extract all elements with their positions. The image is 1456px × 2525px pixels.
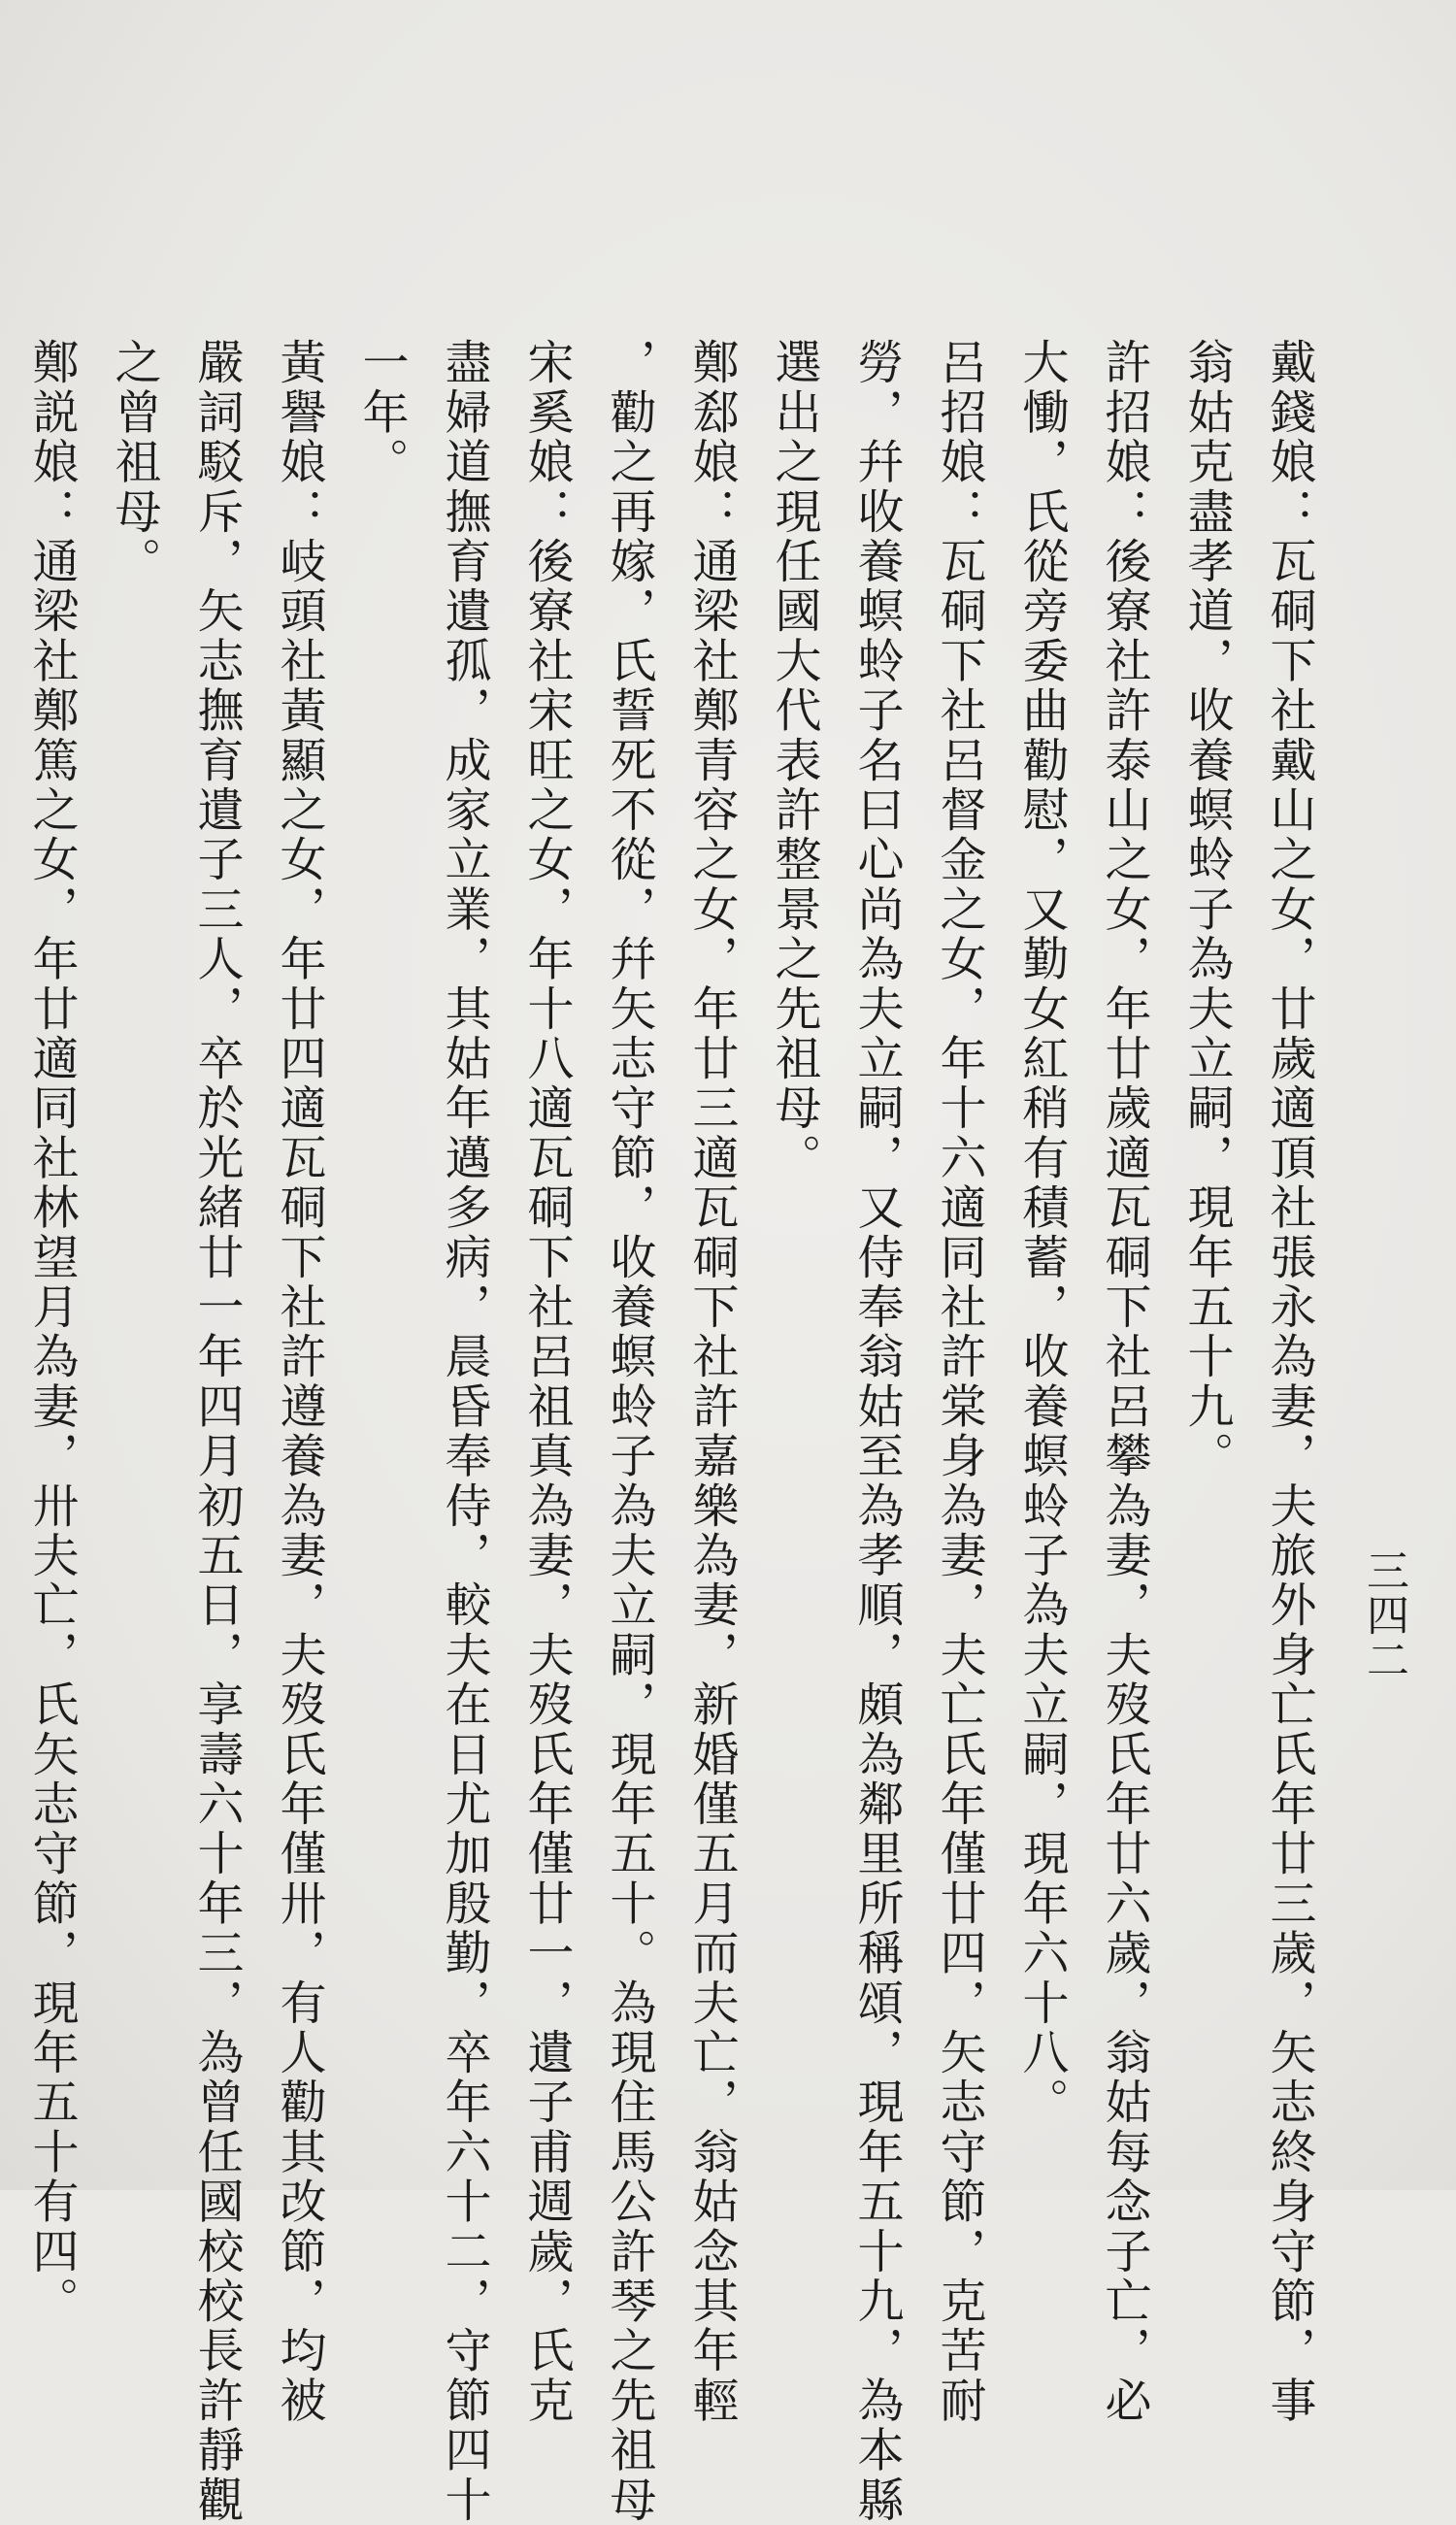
entry-zheng-shuo-niang bbox=[10, 338, 92, 2326]
entry-xu-zhao-niang bbox=[1000, 338, 1165, 2426]
text-line: ，勸之再嫁，氏誓死不從，幷矢志守節，收養螟蛉子為夫立嗣，現年五十。為現住馬公許琴之先祖母 bbox=[602, 338, 656, 2525]
text-line: 勞，幷收養螟蛉子名曰心尚為夫立嗣，又侍奉翁姑至為孝順，頗為鄰里所稱頌，現年五十九，為本縣 bbox=[849, 338, 904, 2525]
entry-huang-yu-niang bbox=[92, 338, 340, 2525]
text-line: 宋奚娘：後寮社宋旺之女，年十八適瓦硐下社呂祖真為妻，夫歿氏年僅廿一，遺子甫週歲，氏克 bbox=[519, 338, 574, 2426]
text-line: 戴錢娘：瓦硐下社戴山之女，廿歲適頂社張永為妻，夫旅外身亡氏年廿三歲，矢志終身守節，事 bbox=[1262, 338, 1316, 2426]
page-number: 三四二 bbox=[1359, 1548, 1408, 1682]
text-line: 嚴詞駁斥，矢志撫育遺子三人，卒於光緒廿一年四月初五日，享壽六十年三，為曾任國校校長許靜觀 bbox=[189, 338, 244, 2525]
text-line: 大慟，氏從旁委曲勸慰，又勤女紅稍有積蓄，收養螟蛉子為夫立嗣，現年六十八。 bbox=[1014, 338, 1069, 2128]
entry-song-xi-niang bbox=[340, 338, 587, 2525]
text-line: 盡婦道撫育遺孤，成家立業，其姑年邁多病，晨昏奉侍，較夫在日尤加殷勤，卒年六十二，守節四十 bbox=[437, 338, 491, 2525]
text-line: 鄭説娘：通梁社鄭篤之女，年廿適同社林望月為妻，卅夫亡，氏矢志守節，現年五十有四。 bbox=[24, 338, 79, 2326]
entry-dai-qian-niang bbox=[1165, 338, 1330, 2426]
entry-zheng-xi-niang bbox=[587, 338, 752, 2525]
text-line bbox=[0, 338, 10, 2056]
text-line: 之曾祖母。 bbox=[107, 338, 161, 586]
text-line: 呂招娘：瓦硐下社呂督金之女，年十六適同社許棠身為妻，夫亡氏年僅廿四，矢志守節，克苦耐 bbox=[932, 338, 986, 2426]
text-line: 翁姑克盡孝道，收養螟蛉子為夫立嗣，現年五十九。 bbox=[1179, 338, 1234, 1481]
text-line: 許招娘：後寮社許泰山之女，年廿歲適瓦硐下社呂攀為妻，夫歿氏年廿六歲，翁姑每念子亡，必 bbox=[1097, 338, 1151, 2426]
text-line: 黃譽娘：岐頭社黃顯之女，年廿四適瓦硐下社許遵養為妻，夫歿氏年僅卅，有人勸其改節，均被 bbox=[272, 338, 326, 2426]
text-line: 一年。 bbox=[354, 338, 409, 487]
entry-zhang-yang-niang bbox=[0, 338, 10, 2056]
text-line: 選出之現任國大代表許整景之先祖母。 bbox=[767, 338, 821, 1183]
text-body bbox=[0, 338, 1330, 2525]
entry-lu-zhao-niang bbox=[752, 338, 1000, 2525]
text-line: 鄭郄娘：通梁社鄭青容之女，年廿三適瓦硐下社許嘉樂為妻，新婚僅五月而夫亡，翁姑念其年輕 bbox=[684, 338, 739, 2426]
